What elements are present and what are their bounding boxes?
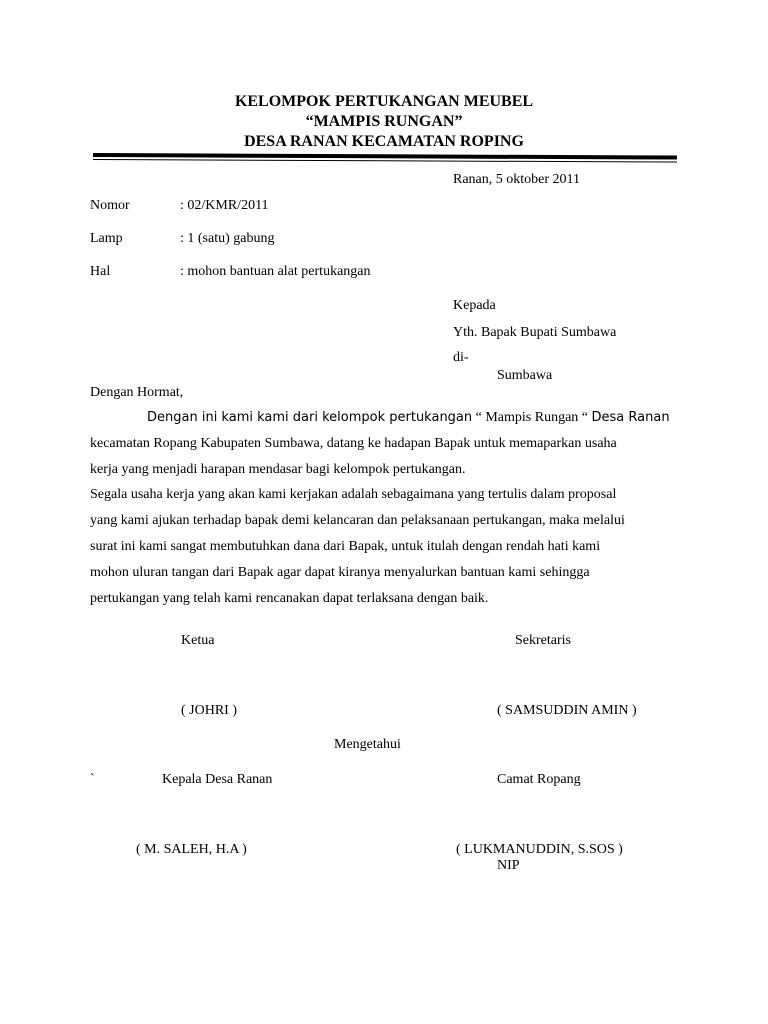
body-p2-line4: mohon uluran tangan dari Bapak agar dapat kiranya menyalurkan bantuan kami sehingga	[90, 565, 590, 580]
body-p1-line2: kecamatan Ropang Kabupaten Sumbawa, datang ke hadapan Bapak untuk memaparkan usaha	[90, 436, 617, 451]
body-p2-line5: pertukangan yang telah kami rencanakan dapat terlaksana dengan baik.	[90, 591, 489, 606]
body-p1-part-a: Dengan ini kami kami dari kelompok pertukangan	[147, 410, 473, 425]
body-p1-line1	[147, 408, 670, 428]
body-p1-group-name: “ Mampis Rungan “	[475, 410, 589, 425]
signature-kepala-title: Kepala Desa Ranan	[162, 772, 273, 787]
meta-value-nomor: : 02/KMR/2011	[180, 198, 269, 213]
meta-label-lamp: Lamp	[90, 231, 123, 246]
recipient-place: Sumbawa	[497, 368, 553, 383]
signature-camat-name: ( LUKMANUDDIN, S.SOS )	[456, 842, 623, 857]
meta-value-lamp: : 1 (satu) gabung	[180, 231, 275, 246]
signature-kepala-name: ( M. SALEH, H.A )	[136, 842, 247, 857]
meta-label-nomor: Nomor	[90, 198, 130, 213]
body-p2-line3: surat ini kami sangat membutuhkan dana dari Bapak, untuk itulah dengan rendah hati kami	[90, 539, 601, 554]
salutation: Dengan Hormat,	[90, 385, 184, 400]
letterhead-divider-thin	[93, 159, 677, 163]
stray-backtick: `	[90, 772, 95, 787]
recipient-di: di-	[453, 350, 469, 365]
signature-camat-title: Camat Ropang	[497, 772, 581, 787]
body-p1-line3: kerja yang menjadi harapan mendasar bagi kelompok pertukangan.	[90, 462, 466, 477]
signature-sekretaris-name: ( SAMSUDDIN AMIN )	[497, 703, 637, 718]
body-p2-line2: yang kami ajukan terhadap bapak demi kelancaran dan pelaksanaan pertukangan, maka melalui	[90, 513, 625, 528]
signature-mengetahui: Mengetahui	[334, 737, 401, 752]
body-p1-part-c: Desa Ranan	[591, 410, 670, 425]
letterhead-title: KELOMPOK PERTUKANGAN MEUBEL	[234, 93, 534, 110]
signature-ketua-title: Ketua	[181, 633, 215, 648]
meta-value-hal: : mohon bantuan alat pertukangan	[180, 264, 371, 279]
letterhead-address: DESA RANAN KECAMATAN ROPING	[244, 133, 524, 150]
recipient-kepada: Kepada	[453, 298, 496, 313]
letter-date: Ranan, 5 oktober 2011	[453, 172, 581, 187]
signature-ketua-name: ( JOHRI )	[181, 703, 237, 718]
recipient-name: Yth. Bapak Bupati Sumbawa	[453, 325, 617, 340]
signature-sekretaris-title: Sekretaris	[515, 633, 571, 648]
meta-label-hal: Hal	[90, 264, 111, 279]
letterhead-group-name: “MAMPIS RUNGAN”	[305, 113, 463, 130]
signature-camat-nip: NIP	[497, 858, 520, 873]
body-p2-line1: Segala usaha kerja yang akan kami kerjakan adalah sebagaimana yang tertulis dalam proposal	[90, 487, 617, 502]
